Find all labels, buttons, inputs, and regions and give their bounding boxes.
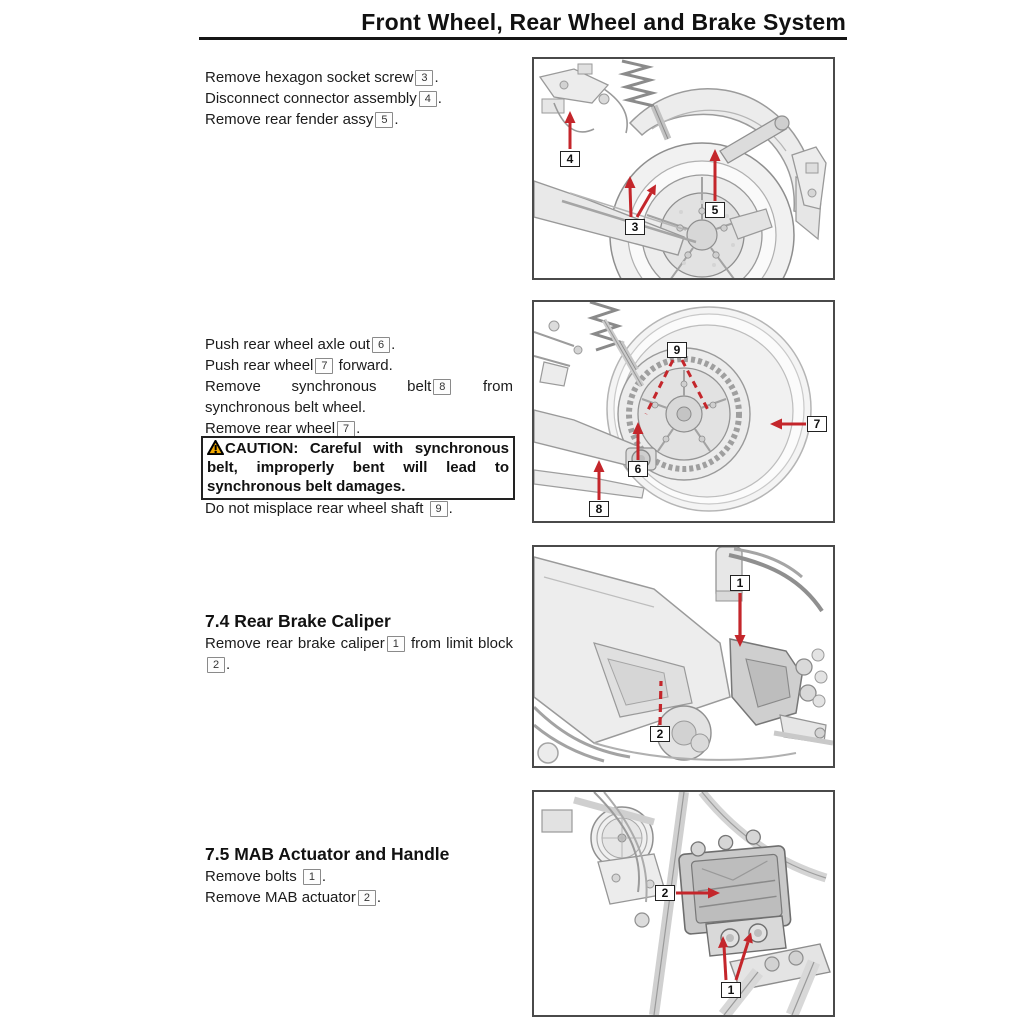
step-line bbox=[205, 355, 517, 376]
step-block-rear-wheel bbox=[205, 334, 517, 439]
step-text: Remove rear fender assy bbox=[205, 111, 374, 128]
ref-box: 7 bbox=[315, 358, 333, 374]
callout-4: 4 bbox=[560, 151, 580, 167]
figure-rear-fender bbox=[532, 57, 835, 280]
step-text: Remove bolts bbox=[205, 868, 301, 885]
section-heading: 7.4 Rear Brake Caliper bbox=[205, 611, 391, 631]
callout-6: 6 bbox=[628, 461, 648, 477]
callout-7: 7 bbox=[807, 416, 827, 432]
ref-box: 4 bbox=[419, 91, 437, 107]
figure1-illustration bbox=[534, 59, 833, 278]
step-text: Remove rear brake caliper bbox=[205, 635, 385, 652]
step-line bbox=[205, 88, 517, 109]
step-text: . bbox=[437, 90, 442, 107]
figure-rear-wheel bbox=[532, 300, 835, 523]
step-text: Push rear wheel bbox=[205, 357, 314, 374]
callout-1: 1 bbox=[730, 575, 750, 591]
figure4-illustration bbox=[534, 792, 833, 1015]
step-text: Do not misplace rear wheel shaft bbox=[205, 500, 428, 517]
warning-triangle-icon bbox=[207, 440, 224, 455]
step-text: . bbox=[376, 889, 382, 906]
ref-box: 5 bbox=[375, 112, 393, 128]
step-block-rear-fender bbox=[205, 67, 517, 130]
fork-clamp-art bbox=[724, 944, 830, 1015]
callout-2: 2 bbox=[655, 885, 675, 901]
step-line bbox=[205, 498, 517, 519]
ref-box: 8 bbox=[433, 379, 451, 395]
callout-2: 2 bbox=[650, 726, 670, 742]
step-text: Remove MAB actuator bbox=[205, 889, 356, 906]
section-heading: 7.5 MAB Actuator and Handle bbox=[205, 844, 450, 864]
step-block-shaft bbox=[205, 498, 517, 519]
caution-box bbox=[201, 436, 515, 500]
figure-mab-actuator bbox=[532, 790, 835, 1017]
callout-3: 3 bbox=[625, 219, 645, 235]
section-mab-actuator bbox=[205, 843, 517, 908]
callout-1: 1 bbox=[721, 982, 741, 998]
ref-box: 1 bbox=[303, 869, 321, 885]
step-text: from limit block bbox=[405, 635, 513, 652]
step-text: forward. bbox=[334, 357, 393, 374]
caution-label: CAUTION: bbox=[225, 440, 299, 457]
step-text: . bbox=[321, 868, 327, 885]
callout-5: 5 bbox=[705, 202, 725, 218]
step-line bbox=[205, 866, 517, 887]
figure3-illustration bbox=[534, 547, 833, 766]
step-text: . bbox=[391, 336, 396, 353]
step-text: Remove synchronous belt bbox=[205, 378, 432, 395]
ref-box: 3 bbox=[415, 70, 433, 86]
step-text: Push rear wheel axle out bbox=[205, 336, 371, 353]
callout-9: 9 bbox=[667, 342, 687, 358]
step-line bbox=[205, 109, 517, 130]
step-line bbox=[205, 376, 513, 418]
step-line bbox=[205, 334, 517, 355]
caution-text: Careful with synchronous belt, improperly bent will lead to synchronous belt damages. bbox=[207, 440, 509, 495]
step-line bbox=[205, 67, 517, 88]
ref-box: 1 bbox=[387, 636, 405, 652]
step-text: . bbox=[434, 69, 439, 86]
ref-box: 6 bbox=[372, 337, 390, 353]
callout-8: 8 bbox=[589, 501, 609, 517]
ref-box: 2 bbox=[207, 657, 225, 673]
page-title: Front Wheel, Rear Wheel and Brake System bbox=[361, 9, 846, 35]
figure-rear-brake-caliper bbox=[532, 545, 835, 768]
step-text: . bbox=[394, 111, 399, 128]
step-text: . bbox=[356, 420, 361, 437]
figure2-illustration bbox=[534, 302, 833, 521]
header-rule bbox=[199, 37, 847, 40]
step-text: Remove rear wheel bbox=[205, 420, 336, 437]
step-line bbox=[205, 887, 517, 908]
step-text: Disconnect connector assembly bbox=[205, 90, 417, 107]
step-line bbox=[205, 633, 513, 675]
section-rear-brake-caliper bbox=[205, 610, 517, 675]
step-text: . bbox=[448, 500, 453, 517]
ref-box: 2 bbox=[358, 890, 376, 906]
step-text: . bbox=[226, 656, 231, 673]
lower-bracket-art bbox=[774, 715, 833, 743]
brake-caliper-art bbox=[730, 639, 827, 725]
frame-parts-art bbox=[540, 64, 627, 133]
step-text: from synchronous belt wheel. bbox=[205, 378, 513, 416]
step-text: Remove hexagon socket screw bbox=[205, 69, 414, 86]
ref-box: 9 bbox=[430, 501, 448, 517]
ref-box: 7 bbox=[337, 421, 355, 437]
